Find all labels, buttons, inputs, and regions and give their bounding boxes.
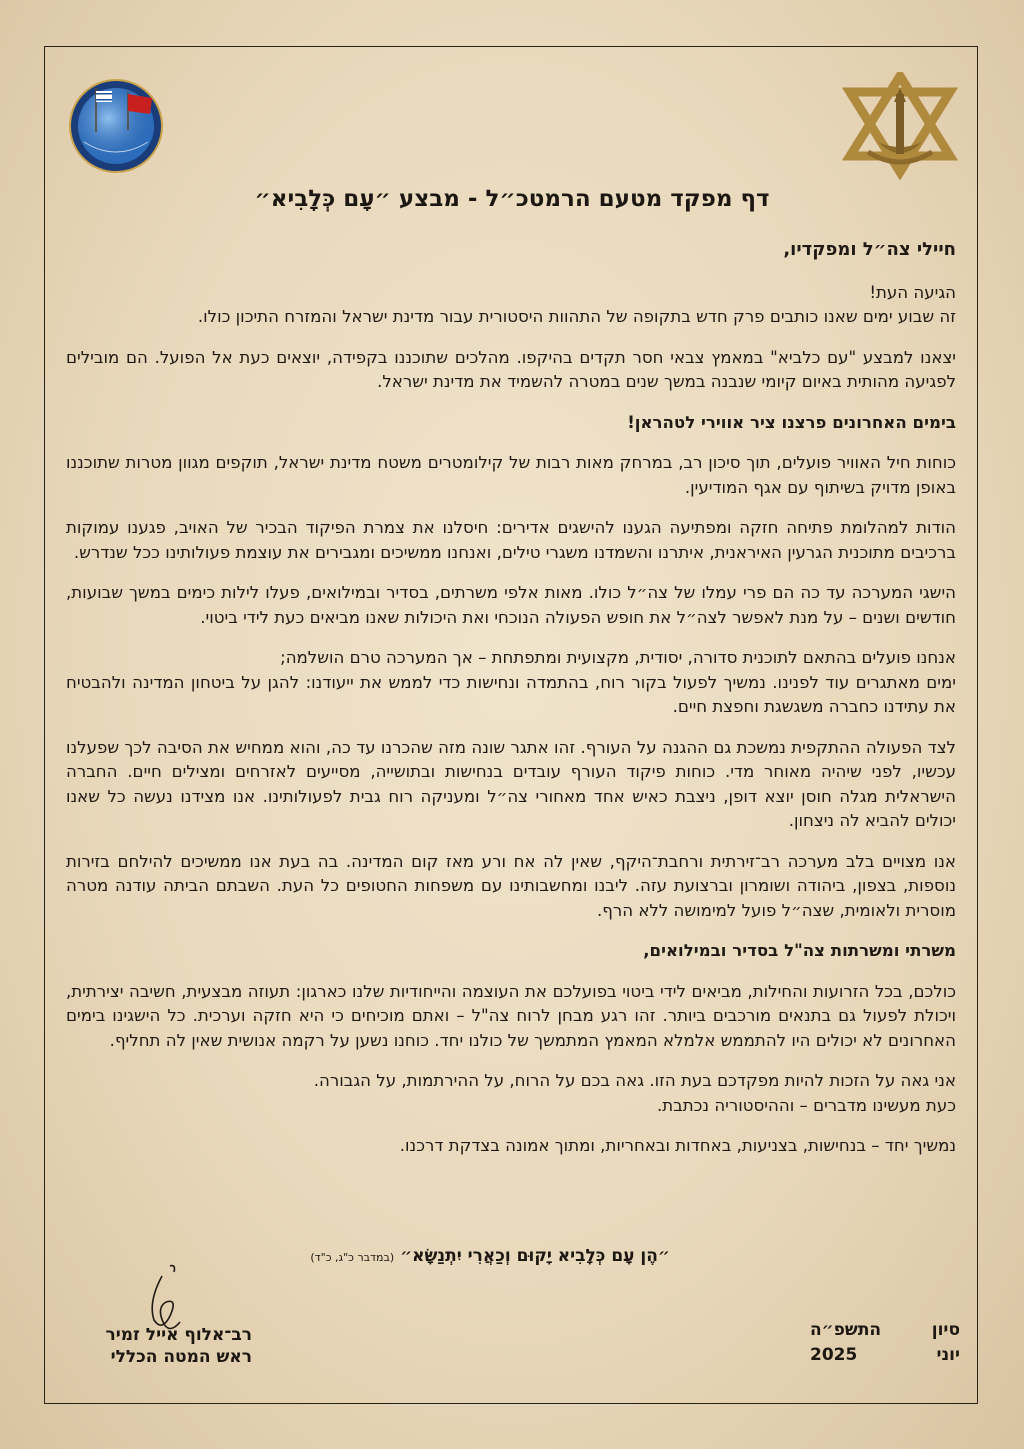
paragraph: נמשיך יחד – בנחישות, בצניעות, באחדות ובאחריות, ומתוך אמונה בצדקת דרכנו.: [399, 1136, 956, 1155]
army-emblem-icon: [838, 72, 962, 180]
paragraph: יצאנו למבצע "עם כלביא" במאמץ צבאי חסר תקדים בהיקפו. מהלכים שתוכננו בקפידה, יוצאים כעת אל הפועל. הם מובילים לפגיעה מהותית באיום קיומי שנבנה במשך שנים במטרה להשמיד את מדינת ישראל.: [66, 347, 956, 391]
signature-block: [62, 1324, 252, 1368]
quote-source: (במדבר כ"ג, כ"ד): [310, 1251, 395, 1264]
unit-emblem-icon: [66, 74, 166, 174]
paragraph-list: [66, 281, 956, 1159]
signer-role: ראש המטה הכללי: [110, 1347, 252, 1367]
paragraph: בימים האחרונים פרצנו ציר אווירי לטהראן!: [627, 412, 956, 432]
hebrew-year: התשפ״ה: [810, 1320, 882, 1340]
signer-name: רב־אלוף אייל זמיר: [105, 1325, 252, 1345]
paragraph: אנחנו פועלים בהתאם לתוכנית סדורה, יסודית, מקצועית ומתפתחת – אך המערכה טרם הושלמה; ימים מאתגרים עוד לפנינו. נמשיך לפעול בקור רוח, בהתמדה ונחישות כדי לממש את ייעודנו: להגן על ביטחון המדינה ולהבטיח את עתידנו כחברה משגשגת וחפצת חיים.: [66, 648, 956, 716]
paragraph: הודות למהלומת פתיחה חזקה ומפתיעה הגענו להישגים אדירים: חיסלנו את צמרת הפיקוד הבכיר של האויב, פגענו עמוקות ברכיבים מתוכנית הגרעין האיראנית, איתרנו והשמדנו משגרי טילים, ואנחנו ממשיכים ומגבירים את עוצמת פעולותינו ככל שנדרש.: [66, 518, 956, 562]
gregorian-year: 2025: [810, 1345, 858, 1365]
closing-quote: [250, 1246, 670, 1266]
gregorian-month: יוני: [936, 1345, 960, 1365]
page-title: דף מפקד מטעם הרמטכ״ל - מבצע ״עָם כְּלָבִיא״: [254, 186, 770, 212]
paragraph: אני גאה על הזכות להיות מפקדכם בעת הזו. גאה בכם על הרוח, על ההירתמות, על הגבורה. כעת מעשינו מדברים – וההיסטוריה נכתבת.: [313, 1071, 956, 1115]
paragraph: כולכם, בכל הזרועות והחילות, מביאים לידי ביטוי בפועלכם את העוצמה והייחודיות שלנו כארגון: תעוזה מבצעית, חשיבה יצירתית, ויכולת לפעול גם בתנאים מורכבים ביותר. זהו רגע מבחן לרוח צה"ל – ואתם מוכיחים כי היא חזקה וערכית. כל הישגינו בימים האחרונים לא יכולים היו להתממש אלמלא המאמץ המתמשך של כולנו יחד. כוחנו נשען על רקמה אנושית שאין לה תחליף.: [66, 981, 956, 1050]
hebrew-month: סיון: [931, 1320, 960, 1340]
paragraph: משרתי ומשרתות צה"ל בסדיר ובמילואים,: [643, 941, 956, 960]
quote-text: ״הֶן עָם כְּלָבִיא יָקוּם וְכַאֲרִי יִתְנַשָּׂא״: [400, 1246, 670, 1266]
paragraph: הגיעה העת! זה שבוע ימים שאנו כותבים פרק חדש בתקופה של התהוות היסטורית עבור מדינת ישראל והמזרח התיכון כולו.: [197, 282, 956, 326]
date-block: [810, 1318, 960, 1368]
greeting: חיילי צה״ל ומפקדיו,: [783, 239, 956, 260]
paragraph: הישגי המערכה עד כה הם פרי עמלו של צה״ל כולו. מאות אלפי משרתים, בסדיר ובמילואים, פעלו לילות כימים במשך שבועות, חודשים ושנים – על מנת לאפשר לצה״ל את חופש הפעולה הנוכחי ואת היכולות שאנו מביאים כעת לידי ביטוי.: [66, 583, 956, 627]
paragraph: אנו מצויים בלב מערכה רב־זירתית ורחבת־היקף, שאין לה אח ורע מאז קום המדינה. בה בעת אנו ממשיכים להילחם בזירות נוספות, בצפון, ביהודה ושומרון וברצועת עזה. ליבנו ומחשבותינו עם משפחות החטופים כל העת. השבתם הביתה עודנה מטרה מוסרית ולאומית, שצה״ל פועל למימושה ללא הרף.: [66, 851, 956, 920]
paragraph: כוחות חיל האוויר פועלים, תוך סיכון רב, במרחק מאות רבות של קילומטרים משטח מדינת ישראל, תוקפים מגוון מטרות שתוכננו באופן מדויק בשיתוף עם אגף המודיעין.: [66, 453, 956, 497]
letter-body: [66, 238, 956, 1175]
paragraph: לצד הפעולה ההתקפית נמשכת גם ההגנה על העורף. זהו אתגר שונה מזה שהכרנו עד כה, והוא ממחיש את הסיבה לכך שפעלנו עכשיו, לפני שיהיה מאוחר מדי. כוחות פיקוד העורף עובדים בנחישות ובתושייה, מסייעים לאזרחים ומצילים חיים. החברה הישראלית מגלה חוסן יוצא דופן, ניצבת כאיש אחד מאחורי צה״ל ומעניקה רוח גבית לפעולותינו. אנו מצידנו נעשה כל שאנו יכולים להביא לה ניצחון.: [66, 737, 956, 830]
